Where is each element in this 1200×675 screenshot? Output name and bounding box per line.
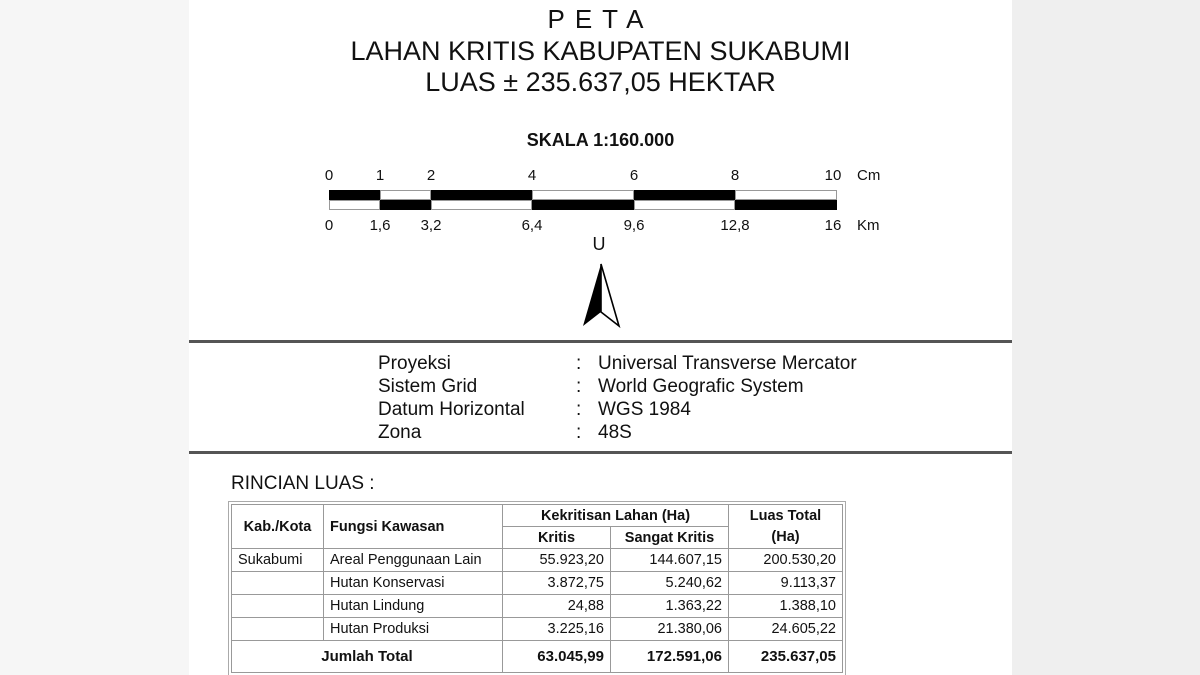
title-peta: PETA: [547, 4, 654, 34]
km-tick: 9,6: [623, 217, 645, 234]
projection-label: Proyeksi: [378, 353, 451, 374]
colon: :: [576, 422, 582, 443]
cell-kritis: 3.225,16: [503, 618, 611, 641]
cell-kritis: 3.872,75: [503, 572, 611, 595]
cell-total: 1.388,10: [729, 595, 843, 618]
area-subtitle: LUAS ± 235.637,05 HEKTAR: [425, 67, 776, 97]
header-kritis: Kritis: [503, 527, 611, 549]
cell-total: 9.113,37: [729, 572, 843, 595]
zona-label: Zona: [378, 422, 422, 443]
km-tick: 0: [324, 217, 334, 234]
grid-label: Sistem Grid: [378, 376, 478, 397]
header-kekritisan: Kekritisan Lahan (Ha): [503, 505, 729, 527]
cell-sangat-kritis: 21.380,06: [611, 618, 729, 641]
projection-value: Universal Transverse Mercator: [598, 353, 857, 374]
km-tick: 3,2: [420, 217, 442, 234]
total-label: Jumlah Total: [232, 641, 503, 673]
colon: :: [576, 353, 582, 374]
header-sangat-kritis: Sangat Kritis: [611, 527, 729, 549]
table-row: [232, 618, 843, 641]
area-table: [231, 504, 843, 673]
cell-kab: [232, 572, 324, 595]
cell-kab: Sukabumi: [232, 549, 324, 572]
cell-kritis: 24,88: [503, 595, 611, 618]
cm-tick: 10: [824, 167, 842, 184]
cell-fungsi: Hutan Konservasi: [324, 572, 503, 595]
cell-fungsi: Areal Penggunaan Lain: [324, 549, 503, 572]
km-tick: 6,4: [521, 217, 543, 234]
cell-sangat-kritis: 144.607,15: [611, 549, 729, 572]
cm-tick: 6: [629, 167, 639, 184]
cm-tick: 8: [730, 167, 740, 184]
table-row: [232, 572, 843, 595]
datum-value: WGS 1984: [598, 399, 691, 420]
cell-kab: [232, 618, 324, 641]
datum-label: Datum Horizontal: [378, 399, 525, 420]
rincian-title: RINCIAN LUAS :: [231, 473, 375, 494]
cell-sangat-kritis: 5.240,62: [611, 572, 729, 595]
header-kab: Kab./Kota: [232, 505, 324, 549]
cell-kab: [232, 595, 324, 618]
km-tick: 16: [824, 217, 842, 234]
cm-tick: 1: [375, 167, 385, 184]
scale-label: SKALA 1:160.000: [526, 130, 675, 150]
map-legend-page: [189, 0, 1012, 675]
north-arrow-icon: [581, 262, 625, 330]
grid-value: World Geografic System: [598, 376, 804, 397]
cell-total: 24.605,22: [729, 618, 843, 641]
table-row: [232, 549, 843, 572]
divider: [189, 340, 1012, 343]
total-sangat-kritis: 172.591,06: [611, 641, 729, 673]
total-luas: 235.637,05: [729, 641, 843, 673]
divider: [189, 451, 1012, 454]
background-right: [1012, 0, 1200, 675]
header-luas-unit: (Ha): [729, 527, 843, 549]
cm-unit: Cm: [857, 167, 881, 184]
zona-value: 48S: [598, 422, 632, 443]
km-tick: 12,8: [720, 217, 750, 234]
total-kritis: 63.045,99: [503, 641, 611, 673]
cell-fungsi: Hutan Produksi: [324, 618, 503, 641]
colon: :: [576, 376, 582, 397]
colon: :: [576, 399, 582, 420]
km-tick: 1,6: [369, 217, 391, 234]
page-title: LAHAN KRITIS KABUPATEN SUKABUMI: [350, 36, 851, 66]
cm-tick: 2: [426, 167, 436, 184]
cell-fungsi: Hutan Lindung: [324, 595, 503, 618]
north-label: U: [592, 234, 606, 254]
header-luas-total: Luas Total: [729, 505, 843, 527]
cell-total: 200.530,20: [729, 549, 843, 572]
cm-tick: 0: [324, 167, 334, 184]
km-unit: Km: [857, 217, 880, 234]
table-row: [232, 595, 843, 618]
header-fungsi: Fungsi Kawasan: [324, 505, 503, 549]
cell-kritis: 55.923,20: [503, 549, 611, 572]
cell-sangat-kritis: 1.363,22: [611, 595, 729, 618]
cm-tick: 4: [527, 167, 537, 184]
total-row: [232, 641, 843, 673]
